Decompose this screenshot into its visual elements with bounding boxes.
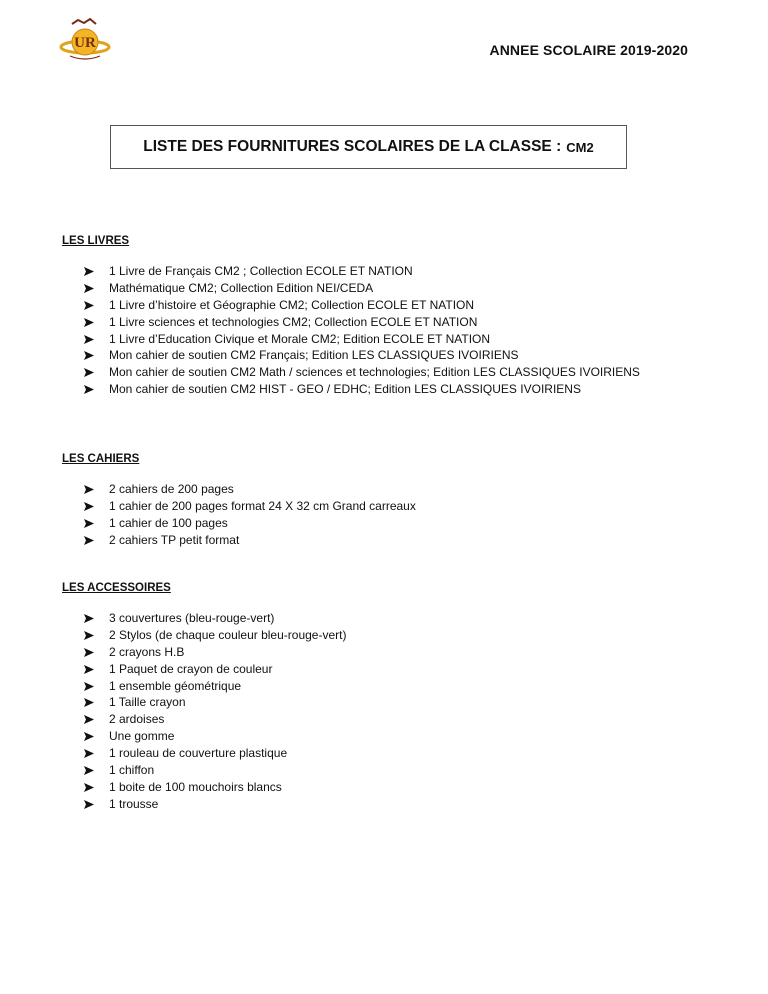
list-item: 1 rouleau de couverture plastique (62, 745, 346, 762)
school-year: ANNEE SCOLAIRE 2019-2020 (489, 42, 688, 58)
section-livres (62, 235, 640, 398)
arrow-bullet-icon (84, 284, 94, 293)
item-list (62, 481, 416, 549)
arrow-bullet-icon (84, 715, 94, 724)
arrow-bullet-icon (84, 368, 94, 377)
list-item: 1 Livre de Français CM2 ; Collection ECOLE ET NATION (62, 263, 640, 280)
arrow-bullet-icon (84, 301, 94, 310)
section-accessoires (62, 582, 346, 813)
arrow-bullet-icon (84, 732, 94, 741)
arrow-bullet-icon (84, 351, 94, 360)
section-heading: LES ACCESSOIRES (62, 582, 171, 594)
list-item: 1 Paquet de crayon de couleur (62, 661, 346, 678)
list-item: 2 cahiers de 200 pages (62, 481, 416, 498)
arrow-bullet-icon (84, 783, 94, 792)
arrow-bullet-icon (84, 631, 94, 640)
list-item: 1 boite de 100 mouchoirs blancs (62, 779, 346, 796)
arrow-bullet-icon (84, 648, 94, 657)
list-item: 1 cahier de 200 pages format 24 X 32 cm Grand carreaux (62, 498, 416, 515)
list-item: 1 Livre sciences et technologies CM2; Collection ECOLE ET NATION (62, 314, 640, 331)
arrow-bullet-icon (84, 502, 94, 511)
list-item: Mon cahier de soutien CM2 HIST - GEO / EDHC; Edition LES CLASSIQUES IVOIRIENS (62, 381, 640, 398)
arrow-bullet-icon (84, 519, 94, 528)
arrow-bullet-icon (84, 267, 94, 276)
arrow-bullet-icon (84, 614, 94, 623)
arrow-bullet-icon (84, 698, 94, 707)
list-item: Une gomme (62, 728, 346, 745)
arrow-bullet-icon (84, 536, 94, 545)
arrow-bullet-icon (84, 318, 94, 327)
arrow-bullet-icon (84, 665, 94, 674)
list-item: 1 Livre d’histoire et Géographie CM2; Collection ECOLE ET NATION (62, 297, 640, 314)
item-list (62, 263, 640, 398)
list-item: Mon cahier de soutien CM2 Math / sciences et technologies; Edition LES CLASSIQUES IVOIRIENS (62, 364, 640, 381)
list-item: Mon cahier de soutien CM2 Français; Edition LES CLASSIQUES IVOIRIENS (62, 347, 640, 364)
page-title: LISTE DES FOURNITURES SCOLAIRES DE LA CLASSE : (143, 138, 562, 155)
logo-letters: UR (74, 35, 96, 51)
arrow-bullet-icon (84, 385, 94, 394)
section-heading: LES LIVRES (62, 235, 130, 247)
arrow-bullet-icon (84, 335, 94, 344)
class-name: CM2 (566, 139, 594, 155)
list-item: 1 chiffon (62, 762, 346, 779)
list-item: 1 trousse (62, 796, 346, 813)
school-logo (58, 16, 112, 64)
list-item: 1 ensemble géométrique (62, 678, 346, 695)
list-item: 2 crayons H.B (62, 644, 346, 661)
list-item: Mathématique CM2; Collection Edition NEI/CEDA (62, 280, 640, 297)
arrow-bullet-icon (84, 485, 94, 494)
school-crest-icon (58, 16, 112, 64)
list-item: 2 cahiers TP petit format (62, 532, 416, 549)
list-item: 2 Stylos (de chaque couleur bleu-rouge-vert) (62, 627, 346, 644)
list-item: 1 Taille crayon (62, 694, 346, 711)
list-item: 1 Livre d’Education Civique et Morale CM2; Edition ECOLE ET NATION (62, 331, 640, 348)
title-box (110, 125, 627, 169)
arrow-bullet-icon (84, 682, 94, 691)
list-item: 1 cahier de 100 pages (62, 515, 416, 532)
section-heading: LES CAHIERS (62, 453, 140, 465)
section-cahiers (62, 453, 416, 549)
item-list (62, 610, 346, 813)
arrow-bullet-icon (84, 800, 94, 809)
list-item: 2 ardoises (62, 711, 346, 728)
list-item: 3 couvertures (bleu-rouge-vert) (62, 610, 346, 627)
arrow-bullet-icon (84, 766, 94, 775)
arrow-bullet-icon (84, 749, 94, 758)
